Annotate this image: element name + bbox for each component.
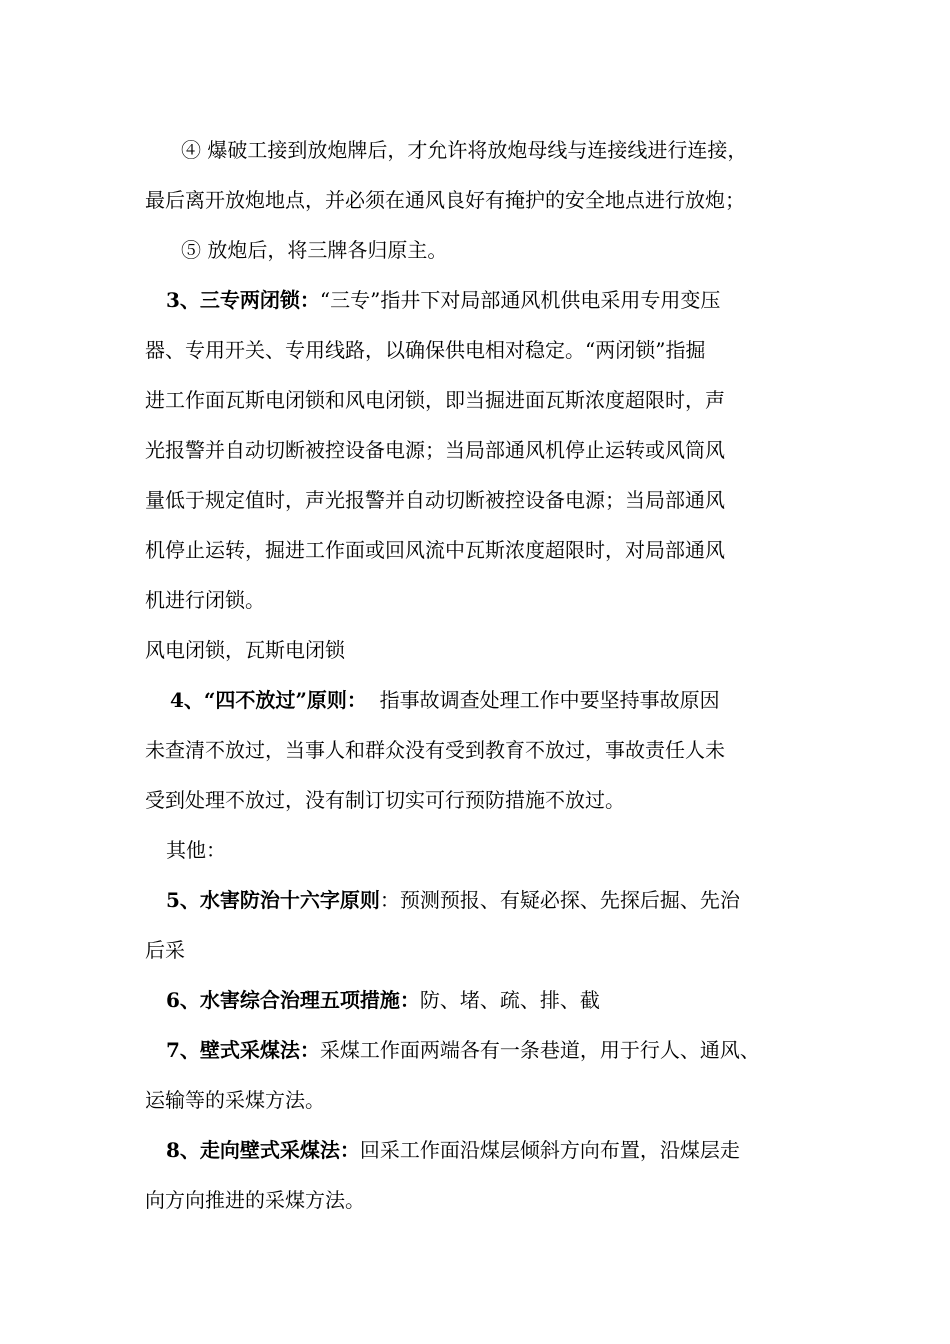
text-line (145, 485, 810, 515)
body-text: 风电闭锁，瓦斯电闭锁 (145, 638, 345, 662)
body-text: ④ 爆破工接到放炮牌后，才允许将放炮母线与连接线进行连接， (181, 138, 748, 162)
body-text: 器、专用开关、专用线路，以确保供电相对稳定。“两闭锁”指掘 (145, 338, 706, 362)
text-line (166, 985, 831, 1015)
text-line (145, 1085, 810, 1115)
text-line (145, 335, 810, 365)
body-text: 进工作面瓦斯电闭锁和风电闭锁，即当掘进面瓦斯浓度超限时，声 (145, 388, 725, 412)
body-text: 防、堵、疏、排、截 (419, 988, 600, 1012)
text-line (166, 1135, 831, 1165)
text-line (181, 135, 821, 165)
bold-heading-text: 8、走向壁式采煤法： (166, 1138, 360, 1162)
bold-heading-text: 5、水害防治十六字原则 (166, 888, 380, 912)
body-text: 未查清不放过，当事人和群众没有受到教育不放过，事故责任人未 (145, 738, 725, 762)
bold-heading-text: 3、三专两闭锁： (166, 288, 320, 312)
text-line (166, 885, 831, 915)
body-text: 受到处理不放过，没有制订切实可行预防措施不放过。 (145, 788, 625, 812)
text-line (145, 535, 810, 565)
body-text: 运输等的采煤方法。 (145, 1088, 325, 1112)
text-line (181, 235, 846, 265)
bold-heading-text: 7、壁式采煤法： (166, 1038, 320, 1062)
body-text: 光报警并自动切断被控设备电源；当局部通风机停止运转或风筒风 (145, 438, 725, 462)
text-line (166, 835, 831, 865)
body-text: 回采工作面沿煤层倾斜方向布置，沿煤层走 (359, 1138, 740, 1162)
text-line (145, 585, 810, 615)
text-line (145, 935, 810, 965)
body-text: 采煤工作面两端各有一条巷道，用于行人、通风、 (319, 1038, 760, 1062)
text-line (145, 185, 810, 215)
body-text: 后采 (145, 938, 185, 962)
body-text: ：预测预报、有疑必探、先探后掘、先治 (379, 888, 740, 912)
text-line (145, 735, 810, 765)
text-line (145, 785, 810, 815)
body-text: “三专”指井下对局部通风机供电采用专用变压 (319, 288, 721, 312)
body-text: 向方向推进的采煤方法。 (145, 1188, 365, 1212)
bold-heading-text: 6、水害综合治理五项措施： (166, 988, 420, 1012)
body-text: 机进行闭锁。 (145, 588, 265, 612)
text-line (166, 1035, 826, 1065)
body-text: 指事故调查处理工作中要坚持事故原因 (366, 688, 720, 712)
body-text: 最后离开放炮地点，并必须在通风良好有掩护的安全地点进行放炮； (145, 188, 745, 212)
body-text: 机停止运转，掘进工作面或回风流中瓦斯浓度超限时，对局部通风 (145, 538, 725, 562)
bold-heading-text: 4、“四不放过”原则： (170, 688, 367, 712)
text-line (145, 1185, 810, 1215)
text-line (145, 385, 810, 415)
text-line (145, 635, 810, 665)
body-text: ⑤ 放炮后，将三牌各归原主。 (181, 238, 448, 262)
text-line (166, 285, 831, 315)
body-text: 其他： (166, 838, 226, 862)
body-text: 量低于规定值时，声光报警并自动切断被控设备电源；当局部通风 (145, 488, 725, 512)
text-line (145, 435, 810, 465)
text-line (170, 685, 835, 715)
